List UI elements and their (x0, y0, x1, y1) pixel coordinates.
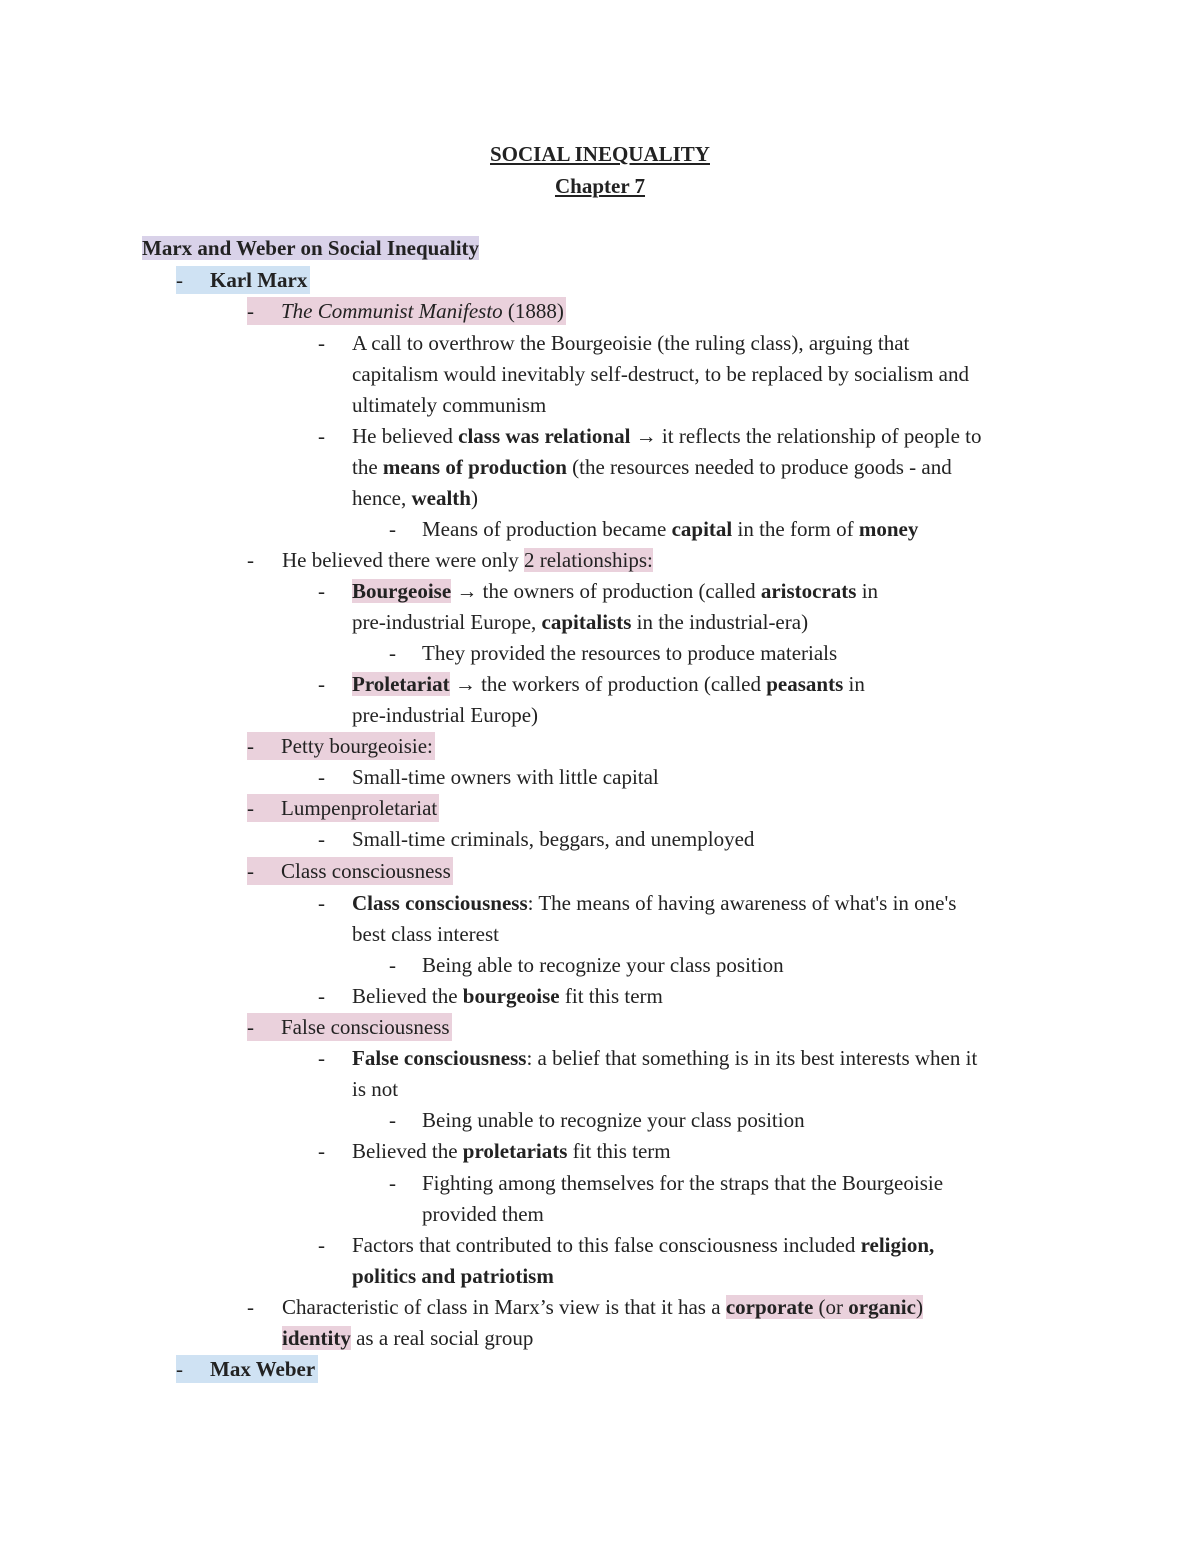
list-item-text: Bourgeoise → the owners of production (called aristocrats in (352, 579, 879, 603)
list-item-text: pre-industrial Europe) (352, 703, 539, 727)
list-item-text: Small-time criminals, beggars, and unemployed (352, 827, 755, 851)
list-item-text: Believed the bourgeoise fit this term (352, 984, 663, 1008)
list-item: - (389, 1108, 396, 1132)
list-item: - (389, 641, 396, 665)
list-item-text: Fighting among themselves for the straps that the Bourgeoisie (422, 1171, 944, 1195)
list-item-communist-manifesto: - The Communist Manifesto (1888) (247, 299, 564, 323)
list-item-false-consciousness: - False consciousness (247, 1015, 450, 1039)
list-item: - (318, 1139, 325, 1163)
list-item-petty-bourgeoisie: - Petty bourgeoisie: (247, 734, 433, 758)
list-item: - (318, 765, 325, 789)
list-item: - (318, 827, 325, 851)
list-item-text: is not (352, 1077, 399, 1101)
list-item-text: Believed the proletariats fit this term (352, 1139, 671, 1163)
list-item-text: pre-industrial Europe, capitalists in the industrial-era) (352, 610, 809, 634)
list-item-text: False consciousness: a belief that something is in its best interests when it (352, 1046, 978, 1070)
list-item: - (389, 953, 396, 977)
document-subtitle: Chapter 7 (554, 174, 646, 198)
list-item-text: best class interest (352, 922, 499, 946)
section-heading: Marx and Weber on Social Inequality (142, 236, 480, 260)
list-item: - (318, 984, 325, 1008)
list-item-text: ultimately communism (352, 393, 547, 417)
list-item: - (389, 1171, 396, 1195)
bullet: - (176, 268, 183, 292)
list-item-karl-marx: - Karl Marx (176, 266, 310, 294)
list-item-text: capitalism would inevitably self-destruct, to be replaced by socialism and (352, 362, 969, 386)
list-item-max-weber: - Max Weber (176, 1355, 318, 1383)
list-item-text: the means of production (the resources needed to produce goods - and (352, 455, 952, 479)
list-item-text: provided them (422, 1202, 544, 1226)
list-item-lumpenproletariat: - Lumpenproletariat (247, 796, 438, 820)
list-item: - (318, 1233, 325, 1257)
list-item-text: Means of production became capital in the form of money (422, 517, 919, 541)
list-item: - (318, 891, 325, 915)
list-item-text: Proletariat → the workers of production (called peasants in (352, 672, 865, 696)
list-item-text: identity as a real social group (282, 1326, 534, 1350)
list-item: - (318, 672, 325, 696)
list-item-text: He believed class was relational → it reflects the relationship of people to (352, 424, 982, 448)
list-item: - (318, 579, 325, 603)
list-item-class-consciousness: - Class consciousness (247, 859, 451, 883)
document-title: SOCIAL INEQUALITY (490, 142, 710, 166)
list-item-text: Being unable to recognize your class position (422, 1108, 805, 1132)
list-item-text: A call to overthrow the Bourgeoisie (the ruling class), arguing that (352, 331, 910, 355)
list-item: - (318, 1046, 325, 1070)
list-item: - (318, 424, 325, 448)
list-item-text: He believed there were only 2 relationships: (282, 548, 653, 572)
list-item-text: Characteristic of class in Marx’s view is that it has a corporate (or organic) (282, 1295, 923, 1319)
list-item: - (318, 331, 325, 355)
list-item: - (389, 517, 396, 541)
list-item-text: They provided the resources to produce materials (422, 641, 838, 665)
list-item-text: Being able to recognize your class position (422, 953, 784, 977)
list-item: - (247, 548, 254, 572)
list-item-text: hence, wealth) (352, 486, 478, 510)
list-item-text: Small-time owners with little capital (352, 765, 659, 789)
list-item-text: Class consciousness: The means of having awareness of what's in one's (352, 891, 957, 915)
list-item-text: politics and patriotism (352, 1264, 554, 1288)
list-item-text: Factors that contributed to this false consciousness included religion, (352, 1233, 935, 1257)
list-item: - (247, 1295, 254, 1319)
